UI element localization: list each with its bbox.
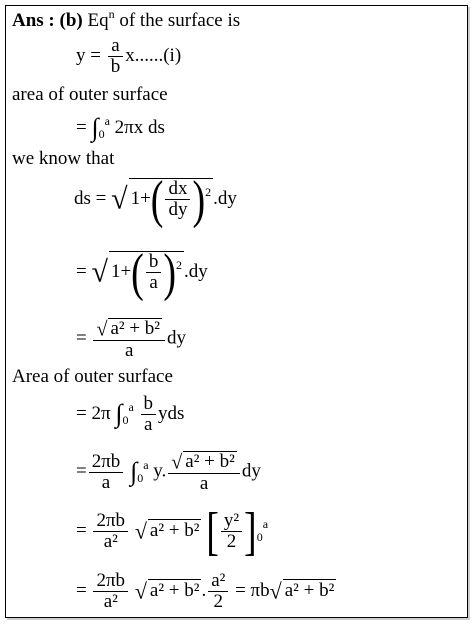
area-outer-label-2: Area of outer surface (12, 366, 173, 387)
integral-sign: ∫ (115, 398, 123, 428)
eq6-denominator: a (141, 414, 157, 435)
equation-5 (76, 318, 186, 361)
eq8-bracket-denominator: 2 (221, 531, 242, 552)
eq5-radicand: a² + b² (110, 318, 160, 339)
eq9-denominator-2: 2 (208, 591, 228, 612)
eq9-result-radicand: a² + b² (284, 579, 335, 601)
eq4-right-paren: ) (163, 243, 176, 302)
sqrt-sign: √ (269, 578, 282, 604)
eq4-numerator: b (148, 251, 159, 272)
answer-label: Ans : (b) (12, 10, 83, 31)
eq8-bracket-numerator: y² (223, 510, 240, 531)
eq2-equals: = (76, 117, 87, 138)
equation-3 (74, 170, 237, 229)
eq1-tail: x......(i) (125, 44, 182, 66)
eq3-fraction (165, 179, 190, 220)
eq9-numerator: 2πb (96, 570, 126, 591)
eq8-numerator: 2πb (96, 510, 126, 531)
eq4-fraction (146, 252, 162, 293)
eq7-tail: dy (241, 460, 261, 482)
eq3-right-paren: ) (192, 170, 206, 229)
eq1-denominator: b (108, 56, 124, 77)
eq7-equals: = (76, 460, 87, 482)
heading-superscript: n (108, 7, 115, 21)
answer-box (5, 5, 468, 618)
eq7-mid: y. (153, 460, 167, 482)
equation-7 (76, 451, 261, 494)
eq5-fraction (93, 318, 165, 361)
sqrt-sign: √ (134, 518, 147, 544)
eq9-fraction (93, 571, 128, 612)
sqrt-sign: √ (134, 578, 147, 604)
eq6-prefix: = 2π (76, 402, 111, 424)
heading-text: Eq (82, 10, 109, 31)
eq3-tail: .dy (213, 187, 237, 209)
eq6-fraction (141, 394, 157, 435)
integral-sign: ∫ (130, 456, 138, 486)
eq7-lower-limit: 0 (137, 470, 144, 485)
eq5-tail: dy (167, 327, 186, 349)
eq9-numerator-2: a² (211, 570, 226, 591)
eq5-denominator: a (93, 340, 165, 361)
equation-1 (76, 36, 181, 77)
eq2-lower-limit: 0 (98, 127, 105, 141)
eq4-equals: = (76, 260, 87, 282)
eq8-fraction (93, 511, 128, 552)
eq8-bracket-fraction (221, 511, 242, 552)
eq8-lower-limit: 0 (256, 529, 263, 544)
eq7-numerator: 2πb (91, 450, 121, 472)
sqrt-sign: √ (96, 318, 108, 341)
eq1-numerator: a (111, 35, 120, 56)
sqrt-sign: √ (171, 451, 183, 474)
integral-sign: ∫ (91, 113, 99, 142)
eq2-integrand: 2πx ds (114, 117, 165, 138)
sqrt-sign: √ (91, 255, 108, 289)
eq3-numerator: dx (168, 178, 188, 199)
eq8-right-bracket: ] (244, 502, 257, 561)
eq8-denominator: a² (93, 531, 128, 552)
eq6-tail: yds (158, 402, 185, 424)
eq8-left-bracket: [ (206, 502, 219, 561)
eq8-equals: = (76, 519, 87, 541)
eq6-numerator: b (143, 393, 154, 414)
eq9-denominator: a² (93, 591, 128, 612)
eq7-denominator-2: a (168, 473, 240, 494)
equation-6 (76, 394, 184, 435)
equation-9: = $\frac{2\pi b}{\text{a²}}$ √ a² + b² . $\frac{\text{a²}}{2}$ = πb√ a² + b² (76, 570, 335, 612)
heading-tail: of the surface is (114, 10, 241, 31)
area-outer-label-1: area of outer surface (12, 84, 168, 105)
eq4-denominator: a (146, 272, 162, 293)
eq3-radicand: 1+( $\frac{dx}{dy}$ )$^2$ (130, 170, 212, 229)
eq5-equals: = (76, 327, 87, 349)
eq9-radicand: a² + b² (149, 579, 200, 601)
answer-heading (12, 7, 241, 33)
eq7-denominator: a (89, 472, 124, 493)
eq3-lhs: ds = (74, 187, 107, 209)
eq4-left-paren: ( (131, 243, 144, 302)
eq7-radicand: a² + b² (185, 451, 235, 472)
eq9-result: = πb (235, 579, 270, 601)
eq3-denominator: dy (165, 199, 190, 220)
eq4-tail: .dy (183, 260, 208, 282)
eq8-upper-limit: a (262, 516, 269, 531)
eq3-exponent: 2 (205, 184, 212, 199)
equation-2 (76, 110, 165, 140)
eq1-lhs: y = (76, 44, 101, 66)
equation-4 (76, 243, 208, 302)
eq7-upper-limit: a (143, 457, 149, 472)
eq7-numerator-2 (168, 451, 240, 473)
eq6-lower-limit: 0 (122, 412, 129, 427)
eq4-radicand: 1+( $\frac{b}{a}$ )$^2$ (110, 243, 182, 302)
eq8-radicand: a² + b² (149, 519, 200, 541)
eq5-numerator (93, 318, 165, 340)
eq9-fraction-2 (208, 571, 228, 612)
eq2-upper-limit: a (104, 114, 110, 128)
eq1-fraction (108, 36, 124, 77)
eq7-fraction (89, 452, 124, 493)
equation-8 (76, 502, 269, 561)
eq7-fraction-2 (168, 451, 240, 494)
eq9-equals: = (76, 579, 87, 601)
eq3-left-paren: ( (150, 170, 164, 229)
we-know-label: we know that (12, 148, 115, 169)
sqrt-sign: √ (111, 182, 128, 216)
eq6-upper-limit: a (128, 399, 134, 414)
eq4-exponent: 2 (175, 257, 182, 272)
